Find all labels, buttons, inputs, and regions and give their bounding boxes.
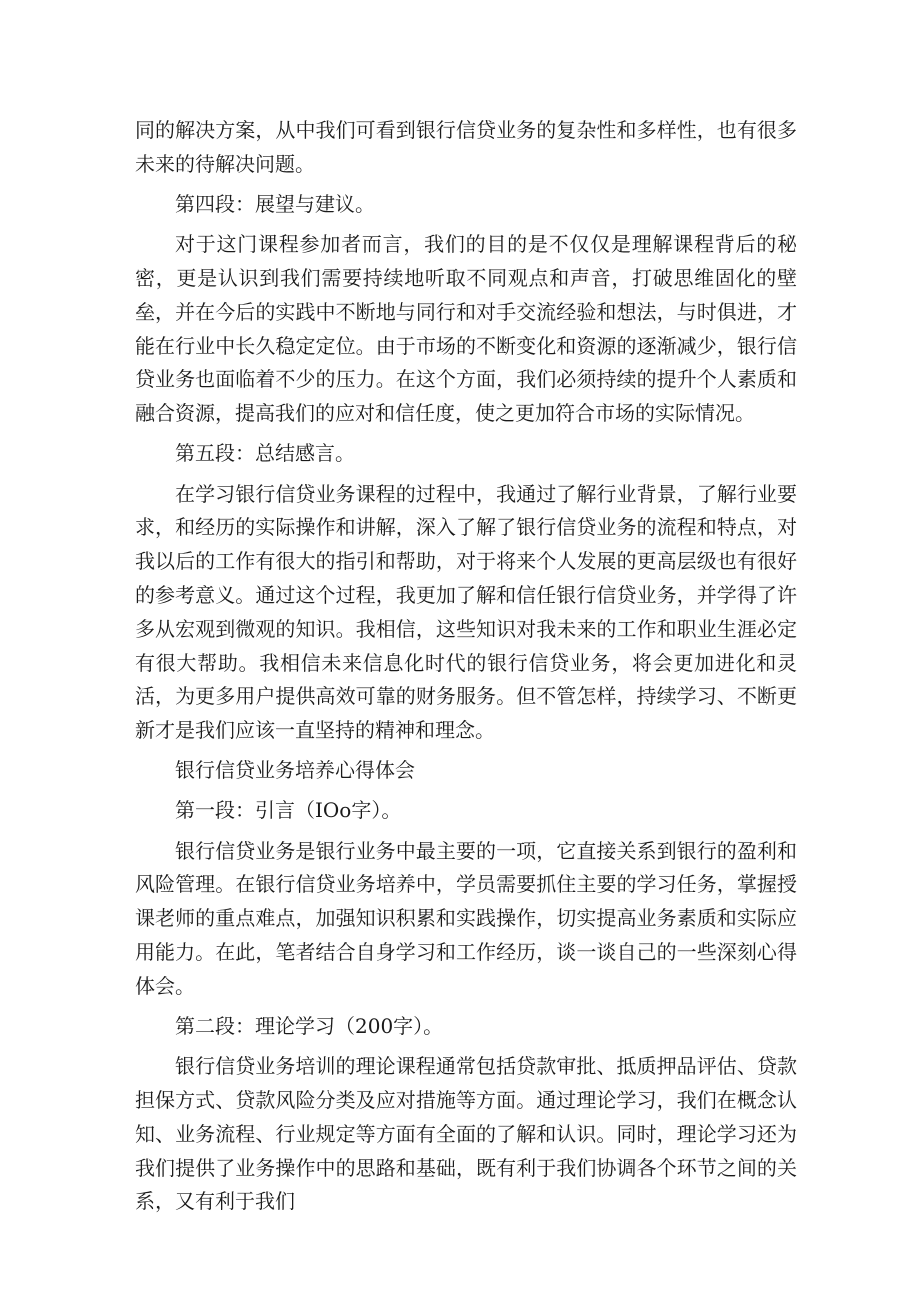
document-page (135, 114, 797, 1226)
paragraph: 银行信贷业务是银行业务中最主要的一项，它直接关系到银行的盈利和风险管理。在银行信贷业务培养中，学员需要抓住主要的学习任务，掌握授课老师的重点难点，加强知识积累和实践操作，切实提高业务素质和实际应用能力。在此，笔者结合自身学习和工作经历，谈一谈自己的一些深刻心得体会。 (135, 838, 797, 998)
section-heading-4: 第四段：展望与建议。 (175, 191, 375, 216)
section-heading-5: 第五段：总结感言。 (175, 441, 355, 466)
paragraph: 在学习银行信贷业务课程的过程中，我通过了解行业背景，了解行业要求，和经历的实际操作和讲解，深入了解了银行信贷业务的流程和特点，对我以后的工作有很大的指引和帮助，对于将来个人发展的更高层级也有很好的参考意义。通过这个过程，我更加了解和信任银行信贷业务，并学得了许多从宏观到微观的知识。我相信，这些知识对我未来的工作和职业生涯必定有很大帮助。我相信未来信息化时代的银行信贷业务，将会更加进化和灵活，为更多用户提供高效可靠的财务服务。但不管怎样，持续学习、不断更新才是我们应该一直坚持的精神和理念。 (135, 481, 797, 743)
article-title: 银行信贷业务培养心得体会 (175, 758, 415, 783)
paragraph: 对于这门课程参加者而言，我们的目的是不仅仅是理解课程背后的秘密，更是认识到我们需要持续地听取不同观点和声音，打破思维固化的壁垒，并在今后的实践中不断地与同行和对手交流经验和想法，与时俱进，才能在行业中长久稳定定位。由于市场的不断变化和资源的逐渐减少，银行信贷业务也面临着不少的压力。在这个方面，我们必须持续的提升个人素质和融合资源，提高我们的应对和信任度，使之更加符合市场的实际情况。 (135, 232, 797, 426)
paragraph-continued: 同的解决方案，从中我们可看到银行信贷业务的复杂性和多样性，也有很多未来的待解决问题。 (135, 118, 797, 176)
section-heading-1: 第一段：引言（IOo字）。 (175, 798, 402, 823)
section-heading-2: 第二段：理论学习（200字）。 (175, 1014, 444, 1039)
paragraph: 银行信贷业务培训的理论课程通常包括贷款审批、抵质押品评估、贷款担保方式、贷款风险分类及应对措施等方面。通过理论学习，我们在概念认知、业务流程、行业规定等方面有全面的了解和认识。同时，理论学习还为我们提供了业务操作中的思路和基础，既有利于我们协调各个环节之间的关系，又有利于我们 (135, 1054, 797, 1214)
